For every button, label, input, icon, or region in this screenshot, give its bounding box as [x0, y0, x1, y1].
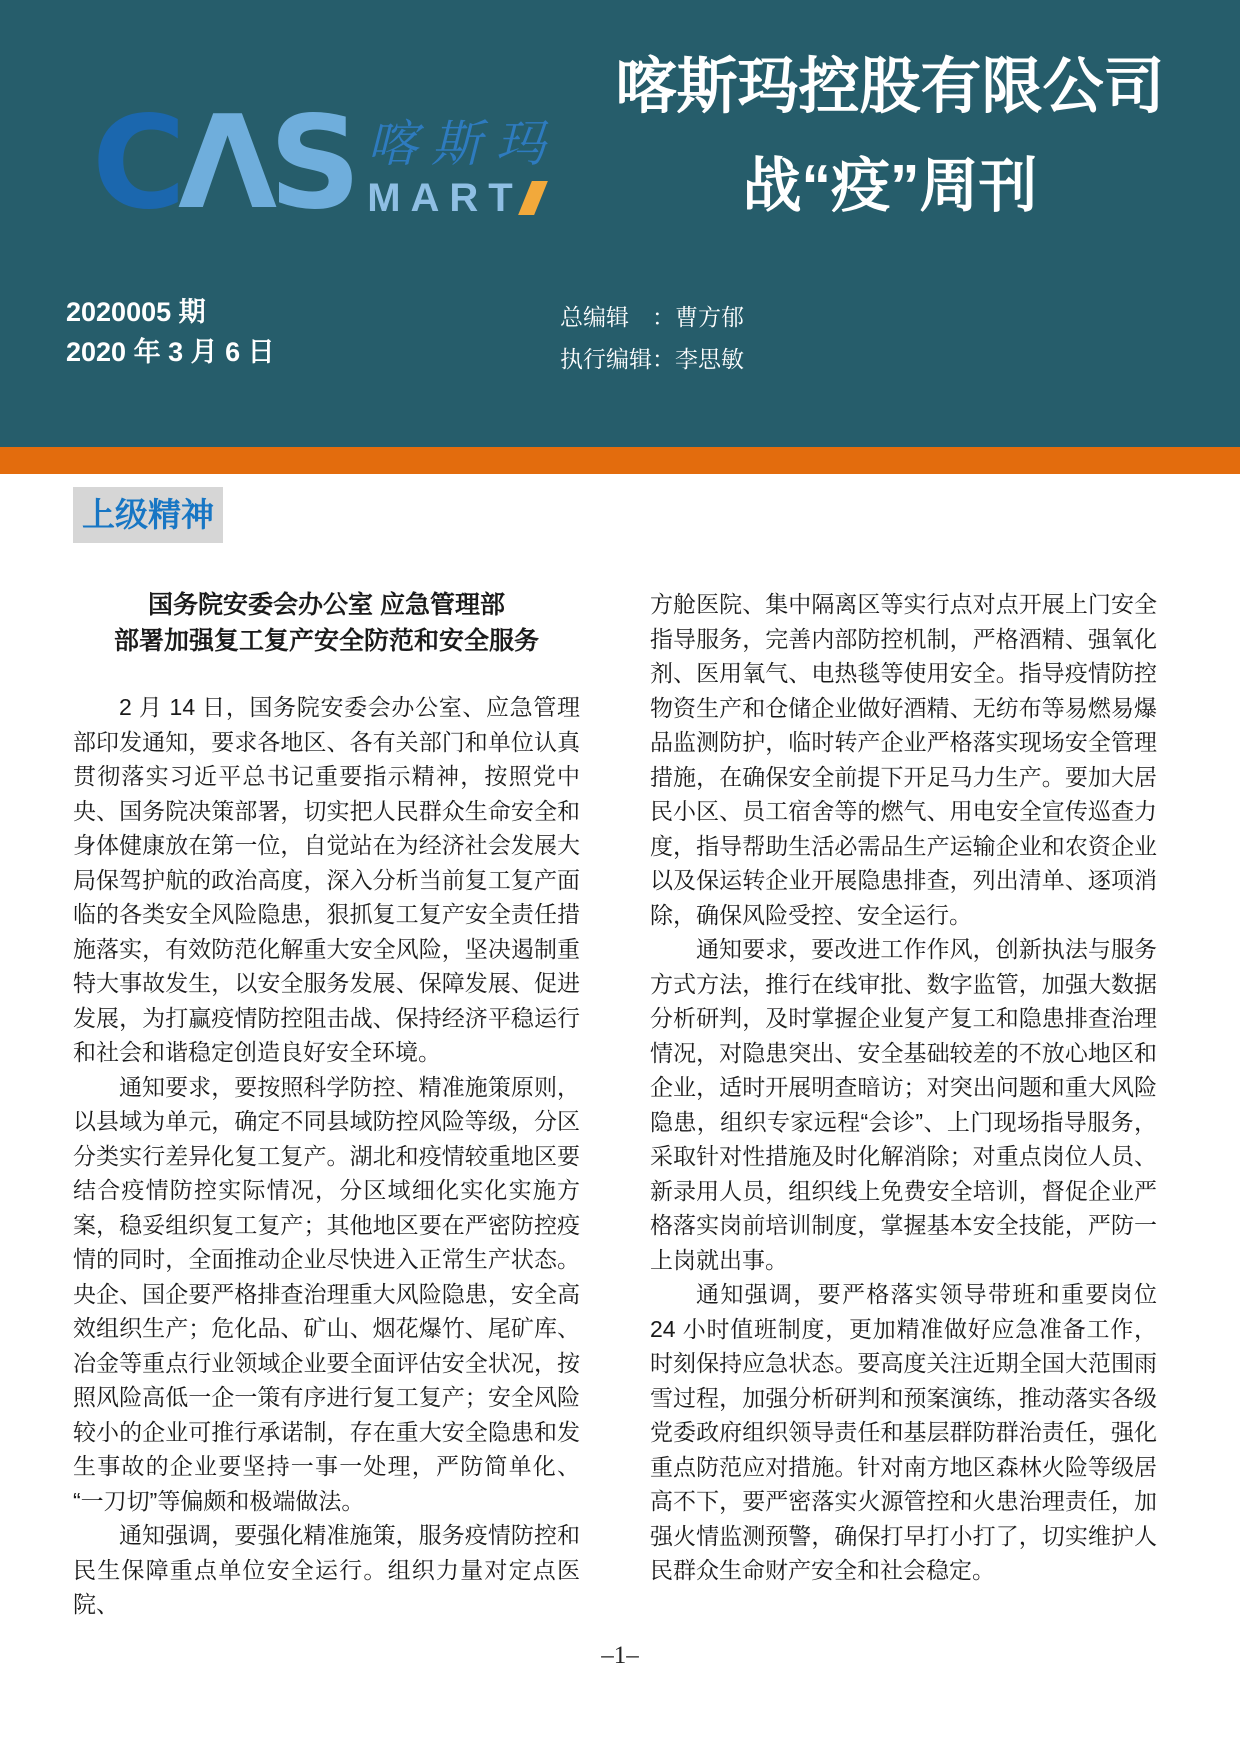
logo-letter-s: S [269, 89, 354, 238]
logo-mart-text: MART [367, 176, 523, 220]
chief-editor-name: 曹方郁 [675, 304, 744, 330]
two-column-article [73, 587, 1157, 1622]
executive-editor-name: 李思敏 [675, 346, 744, 372]
logo-mart-row [367, 178, 559, 218]
executive-editor-label: 执行编辑： [560, 346, 675, 372]
article-left-column [73, 587, 580, 1622]
article-paragraph: 通知强调，要严格落实领导带班和重要岗位 24 小时值班制度，更加精准做好应急准备工作，时刻保持应急状态。要高度关注近期全国大范围雨雪过程，加强分析研判和预案演练，推动落实各级党委政府组织领导责任和基层群防群治责任，强化重点防范应对措施。针对南方地区森林火险等级居高不下，要严密落实火源管控和火患治理责任，加强火情监测预警，确保打早打小打了，切实维护人民群众生命财产安全和社会稳定。 [650, 1281, 1157, 1583]
page-number: –1– [601, 1642, 639, 1669]
executive-editor-line [560, 338, 744, 380]
editors-info [560, 296, 744, 380]
logo-right-block [367, 118, 559, 218]
article-title-line2: 部署加强复工复产安全防范和安全服务 [113, 627, 539, 655]
logo-letter-c: C [92, 89, 178, 238]
article-paragraph: 通知要求，要改进工作作风，创新执法与服务方式方法，推行在线审批、数字监管，加强大数据分析研判，及时掌握企业复产复工和隐患排查治理情况，对隐患突出、安全基础较差的不放心地区和企业，适时开展明查暗访；对突出问题和重大风险隐患，组织专家远程“会诊”、上门现场指导服务，采取针对性措施及时化解消除；对重点岗位人员、新录用人员，组织线上免费安全培训，督促企业严格落实岗前培训制度，掌握基本安全技能，严防一上岗就出事。 [650, 936, 1157, 1273]
article-title-line1: 国务院安委会办公室 应急管理部 [148, 591, 505, 619]
logo-letter-a: Λ [177, 89, 269, 238]
article-paragraph: 通知要求，要按照科学防控、精准施策原则，以县域为单元，确定不同县域防控风险等级，分区分类实行差异化复工复产。湖北和疫情较重地区要结合疫情防控实际情况，分区域细化实化实施方案，稳妥组织复工复产；其他地区要在严密防控疫情的同时，全面推动企业尽快进入正常生产状态。央企、国企要严格排查治理重大风险隐患，安全高效组织生产；危化品、矿山、烟花爆竹、尾矿库、冶金等重点行业领域企业要全面评估安全状况，按照风险高低一企一策有序进行复工复产；安全风险较小的企业可推行承诺制，存在重大安全隐患和发生事故的企业要坚持一事一处理，严防简单化、“一刀切”等偏颇和极端做法。 [73, 1073, 580, 1514]
article-title [73, 587, 580, 659]
issue-date: 2020 年 3 月 6 日 [66, 337, 275, 367]
article-paragraph-continuation: 方舱医院、集中隔离区等实行点对点开展上门安全指导服务，完善内部防控机制，严格酒精、强氧化剂、医用氧气、电热毯等使用安全。指导疫情防控物资生产和仓储企业做好酒精、无纺布等易燃易爆品监测防护，临时转产企业严格落实现场安全管理措施，在确保安全前提下开足马力生产。要加大居民小区、员工宿舍等的燃气、用电安全宣传巡查力度，指导帮助生活必需品生产运输企业和农资企业以及保运转企业开展隐患排查，列出清单、逐项消除，确保风险受控、安全运行。 [650, 591, 1157, 928]
issue-number: 2020005 期 [66, 297, 206, 327]
page-body [0, 474, 1240, 1622]
orange-accent-bar [0, 447, 1240, 474]
article-paragraph: 通知强调，要强化精准施策，服务疫情防控和民生保障重点单位安全运行。组织力量对定点医院、 [73, 1522, 580, 1617]
logo-chinese-name: 喀斯玛 [367, 116, 560, 172]
chief-editor-label: 总编辑 ： [560, 304, 675, 330]
chief-editor-line [560, 296, 744, 338]
article-paragraph: 2 月 14 日，国务院安委会办公室、应急管理部印发通知，要求各地区、各有关部门和单位认真贯彻落实习近平总书记重要指示精神，按照党中央、国务院决策部署，切实把人民群众生命安全和身体健康放在第一位，自觉站在为经济社会发展大局保驾护航的政治高度，深入分析当前复工复产面临的各类安全风险隐患，狠抓复工复产安全责任措施落实，有效防范化解重大安全风险，坚决遏制重特大事故发生，以安全服务发展、保障发展、促进发展，为打赢疫情防控阻击战、保持经济平稳运行和社会和谐稳定创造良好安全环境。 [73, 694, 580, 1065]
logo-cas-letters [92, 89, 354, 238]
section-heading: 上级精神 [73, 487, 223, 543]
masthead-header [0, 0, 1240, 447]
weekly-title: 战“疫”周刊 [742, 153, 1038, 219]
casmart-logo [92, 89, 560, 238]
publication-title [590, 52, 1190, 219]
company-name-title: 喀斯玛控股有限公司 [615, 52, 1165, 120]
article-right-column [650, 587, 1157, 1622]
issue-info [66, 292, 275, 372]
